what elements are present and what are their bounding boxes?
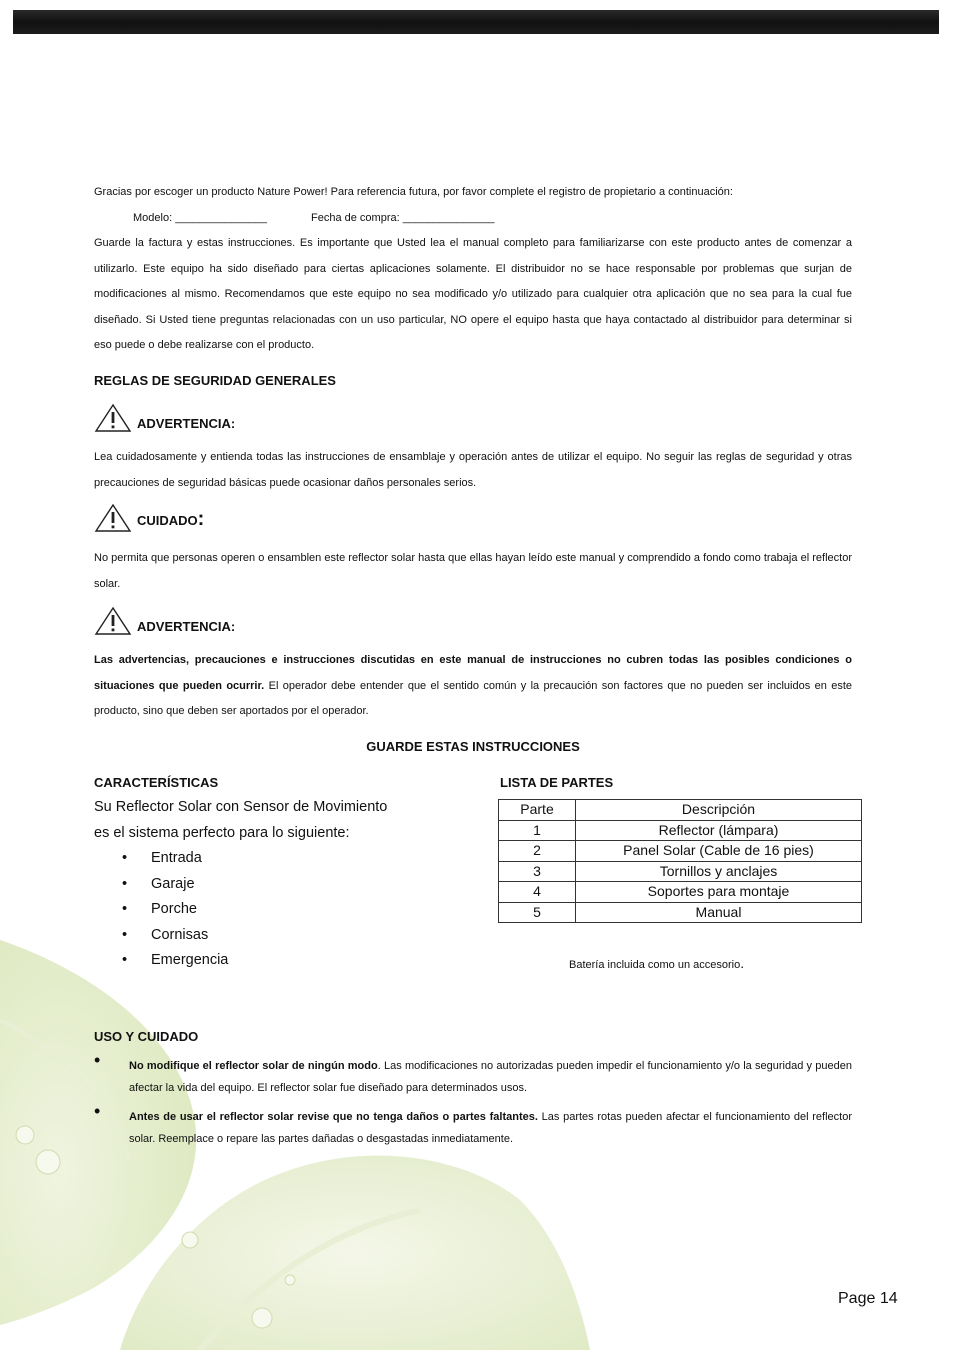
usage-item-1-bold: No modifique el reflector solar de ningún modo [129,1060,378,1072]
top-banner [13,10,939,34]
table-cell: 5 [499,902,576,923]
caution-text: No permita que personas operen o ensamblen este reflector solar hasta que ellas hayan leído este manual y comprendido a fondo como trabaja el reflector solar. [94,552,852,590]
warning-2-bold-text: Las advertencias, precauciones e instrucciones discutidas en este manual de instrucciones no cubren todas las posibles condiciones o situaciones que pueden ocurrir. [94,654,852,692]
warning-2-label: ADVERTENCIA: [137,619,236,634]
table-row [499,820,862,841]
usage-item-2 [129,1106,852,1150]
warning-triangle-icon [94,403,132,433]
list-item: • Emergencia [94,948,474,974]
table-header-row [499,800,862,821]
warning-triangle-icon [94,606,132,636]
table-cell: Tornillos y anclajes [576,861,862,882]
table-cell: Soportes para montaje [576,882,862,903]
table-row [499,861,862,882]
usage-item-2-text: Las partes rotas pueden afectar el funcionamiento del reflector solar. Reemplace o repare las partes dañadas o desgastadas inmediatamente. [129,1111,852,1145]
warning-1-header [94,403,235,433]
model-field: Modelo: _______________ [133,212,267,224]
warning-1-text: Lea cuidadosamente y entienda todas las instrucciones de ensamblaje y operación antes de utilizar el equipo. No seguir las reglas de seguridad y otras precauciones de seguridad básicas puede ocasionar daños personales serios. [94,451,852,489]
list-item: • Cornisas [94,923,474,949]
intro-paragraph: Guarde la factura y estas instrucciones. Es importante que Usted lea el manual completo para familiarizarse con este producto antes de comenzar a utilizarlo. Este equipo ha sido diseñado para ciertas aplicaciones solamente. El distribuidor no se hace responsable por problemas que surjan de modificaciones al mismo. Recomendamos que este equipo no sea modificado y/o utilizado para cualquier otra aplicación que no sea para la cual fue diseñado. Si Usted tiene preguntas relacionadas con un uso particular, NO opere el equipo hasta que haya contactado al distribuidor para determinar si eso puede o debe realizarse con el producto. [94,237,852,351]
features-line-2: es el sistema perfecto para lo siguiente: [94,824,350,841]
table-cell: 1 [499,820,576,841]
features-line-1: Su Reflector Solar con Sensor de Movimiento [94,799,388,815]
usage-heading: USO Y CUIDADO [94,1029,199,1044]
usage-item-1 [129,1055,852,1099]
save-instructions-heading: GUARDE ESTAS INSTRUCCIONES [366,739,580,754]
features-block [94,795,474,974]
parts-table [498,799,862,923]
usage-item-2-bold: Antes de usar el reflector solar revise que no tenga daños o partes faltantes. [129,1111,538,1123]
features-heading: CARACTERÍSTICAS [94,775,219,790]
table-row [499,882,862,903]
purchase-date-field: Fecha de compra: _______________ [311,212,495,224]
table-cell: 3 [499,861,576,882]
table-cell: Manual [576,902,862,923]
table-cell: Panel Solar (Cable de 16 pies) [576,841,862,862]
list-item: • Porche [94,897,474,923]
caution-label: CUIDADO [137,513,198,528]
caution-triangle-icon [94,503,132,533]
battery-note [569,955,744,971]
table-cell: Reflector (lámpara) [576,820,862,841]
bullet-icon: • [94,1050,101,1070]
list-item: • Garaje [94,872,474,898]
page-number: Page 14 [838,1290,898,1307]
warning-2-header [94,606,235,636]
table-cell: 4 [499,882,576,903]
table-cell: 2 [499,841,576,862]
safety-heading: REGLAS DE SEGURIDAD GENERALES [94,373,336,388]
table-row [499,902,862,923]
intro-line: Gracias por escoger un producto Nature Power! Para referencia futura, por favor complete el registro de propietario a continuación: [94,186,733,198]
warning-2-body-text: El operador debe entender que el sentido común y la precaución son factores que no pueden ser incluidos en este producto, sino que deben ser aportados por el operador. [94,679,852,717]
table-header-description: Descripción [576,800,862,821]
battery-note-text: Batería incluida como un accesorio [569,959,741,971]
bullet-icon: • [94,1101,101,1121]
features-list [94,846,474,974]
usage-item-1-text: . Las modificaciones no autorizadas pueden impedir el funcionamiento y/o la seguridad y pueden afectar la vida del equipo. El reflector solar fue diseñado para determinados usos. [129,1060,852,1094]
caution-header [94,503,204,533]
warning-1-label: ADVERTENCIA: [137,416,236,431]
list-item: • Entrada [94,846,474,872]
warning-2-text [94,648,852,725]
parts-heading: LISTA DE PARTES [500,775,614,790]
table-header-part: Parte [499,800,576,821]
battery-note-period: . [740,955,745,971]
table-row [499,841,862,862]
caution-label-wrap [137,508,204,531]
caution-colon: : [197,508,205,530]
